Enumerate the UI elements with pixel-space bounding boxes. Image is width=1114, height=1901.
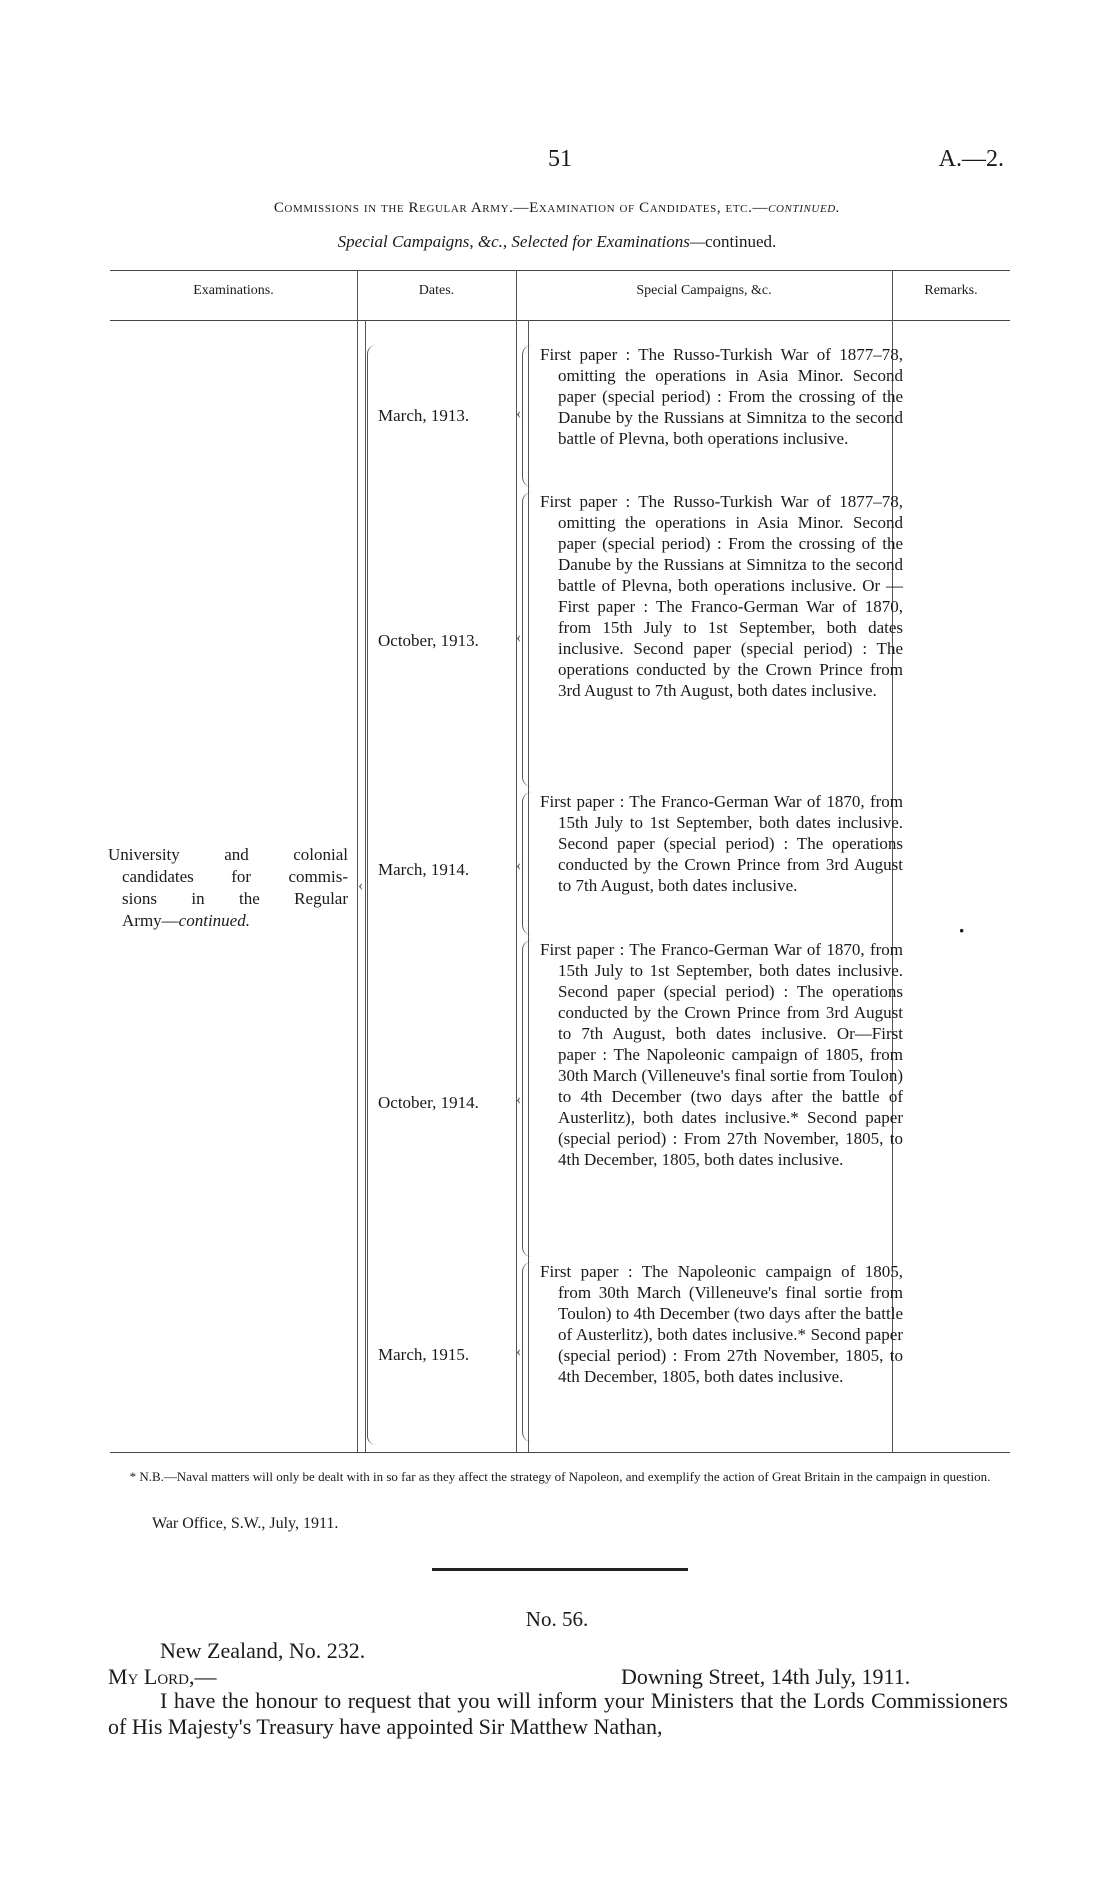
table-top-rule xyxy=(110,270,1010,271)
sub-heading-continued: continued. xyxy=(705,232,777,251)
dates-bracket xyxy=(367,345,376,1445)
examination-line-3: sions in the Regular xyxy=(122,889,348,908)
main-heading-text: Commissions in the Regular Army.—Examination of Candidates, etc.— xyxy=(273,200,769,216)
table-bottom-rule xyxy=(110,1452,1010,1453)
section-divider xyxy=(432,1568,688,1571)
campaign-brace-1 xyxy=(522,345,533,487)
campaign-brace-3 xyxy=(522,792,533,935)
date-march-1914: March, 1914. xyxy=(378,860,470,879)
page-number: 51 xyxy=(548,146,572,172)
campaign-text-march-1914: First paper : The Franco-German War of 1870, from 15th July to 1st September, both dates inclusive. Second paper (special period) : The operations conducted by the Crown Prince from 3rd August to 7th August, both dates inclusive. xyxy=(540,792,903,895)
letter-body: I have the honour to request that you will inform your Ministers that the Lords Commissioners of His Majesty's Treasury have appointed Sir Matthew Nathan, xyxy=(108,1688,1008,1739)
sub-heading-text: Special Campaigns, &c., Selected for Examinations— xyxy=(337,232,706,251)
campaign-text-october-1914: First paper : The Franco-German War of 1870, from 15th July to 1st September, both dates inclusive. Second paper (special period) : The operations conducted by the Crown Prince from 3rd August to 7th August, both dates inclusive. Or—First paper : The Napoleonic campaign of 1805, from 30th March (Villeneuve's final sortie from Toulon) to 4th December (two days after the battle of Austerlitz), both dates inclusive.* Second paper (special period) : From 27th November, 1805, to 4th December, 1805, both dates inclusive. xyxy=(540,940,903,1169)
campaign-brace-point-2: ‹ xyxy=(516,629,522,646)
new-zealand-number: New Zealand, No. 232. xyxy=(160,1638,366,1663)
campaign-text-march-1915: First paper : The Napoleonic campaign of 1805, from 30th March (Villeneuve's final sortie from Toulon) to 4th December (two days after the battle of Austerlitz), both dates inclusive.* Second paper (special period) : From 27th November, 1805, to 4th December, 1805, both dates inclusive. xyxy=(540,1262,903,1386)
campaign-text-march-1913: First paper : The Russo-Turkish War of 1877–78, omitting the operations in Asia Minor. Second paper (special period) : From the crossing of the Danube by the Russians at Simnitza to the second battle of Plevna, both operations inclusive. xyxy=(540,345,903,448)
salutation: My Lord,— xyxy=(108,1664,217,1689)
main-heading-continued: continued. xyxy=(768,200,841,216)
campaign-brace-2 xyxy=(522,492,533,787)
campaign-text-october-1913: First paper : The Russo-Turkish War of 1877–78, omitting the operations in Asia Minor. Second paper (special period) : From the crossing of the Danube by the Russians at Simnitza to the second battle of Plevna, both operations inclusive. Or — First paper : The Franco-German War of 1870, from 15th July to 1st September, both dates inclusive. Second paper (special period) : The operations conducted by the Crown Prince from 3rd August to 7th August, both dates inclusive. xyxy=(540,492,903,700)
date-october-1914: October, 1914. xyxy=(378,1093,479,1112)
place-and-date: Downing Street, 14th July, 1911. xyxy=(621,1664,911,1689)
document-reference: A.—2. xyxy=(938,146,1004,172)
examination-line-2: candidates for commis- xyxy=(122,867,348,886)
date-march-1915: March, 1915. xyxy=(378,1345,470,1364)
examination-cell xyxy=(108,844,348,932)
campaign-brace-4 xyxy=(522,940,533,1257)
column-header-special-campaigns: Special Campaigns, &c. xyxy=(636,283,772,298)
column-divider-1 xyxy=(357,270,358,1452)
examination-line-4: Army—continued. xyxy=(122,911,250,930)
column-header-remarks: Remarks. xyxy=(924,283,978,298)
footnote: * N.B.—Naval matters will only be dealt with in so far as they affect the strategy of Napoleon, and exemplify the action of Great Britain in the campaign in question. xyxy=(129,1469,991,1484)
campaign-brace-5 xyxy=(522,1262,533,1442)
column-header-dates: Dates. xyxy=(418,283,455,298)
campaign-brace-point-3: ‹ xyxy=(516,857,522,874)
examination-brace: ‹ xyxy=(358,877,364,894)
sub-heading xyxy=(0,232,1114,252)
examination-line-1: University and colonial xyxy=(108,845,348,864)
signoff: War Office, S.W., July, 1911. xyxy=(152,1515,339,1532)
campaign-brace-point-4: ‹ xyxy=(516,1091,522,1108)
campaign-brace-point-1: ‹ xyxy=(516,405,522,422)
table-header-rule xyxy=(110,320,1010,321)
date-march-1913: March, 1913. xyxy=(378,406,470,425)
remarks-mark: · xyxy=(958,918,966,943)
column-header-examinations: Examinations. xyxy=(193,283,274,298)
letter-number: No. 56. xyxy=(525,1607,589,1631)
main-heading xyxy=(0,200,1114,217)
campaign-brace-point-5: ‹ xyxy=(516,1343,522,1360)
column-divider-1b xyxy=(365,320,366,1452)
date-october-1913: October, 1913. xyxy=(378,631,479,650)
